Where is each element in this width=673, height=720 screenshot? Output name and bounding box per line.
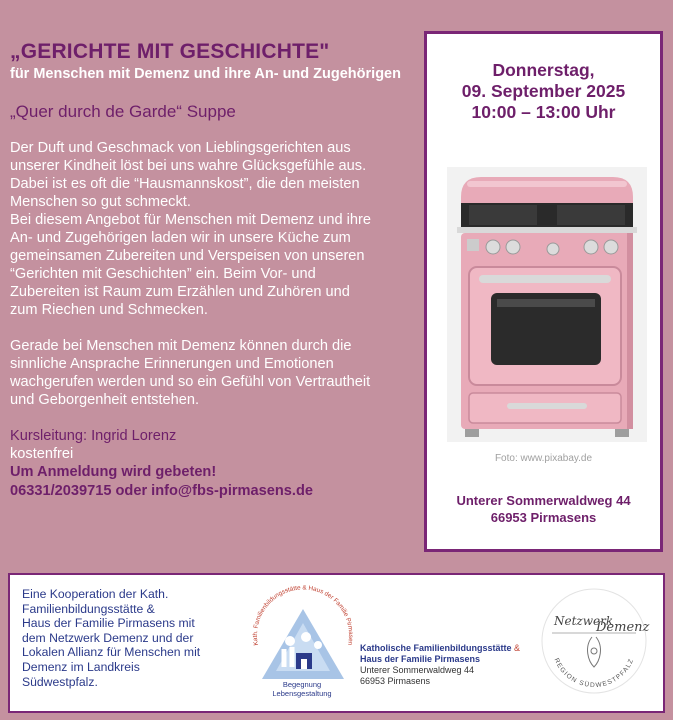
org-name-amp: & (511, 643, 521, 653)
text-line: Gerade bei Menschen mit Demenz können durch die (10, 338, 352, 354)
event-time: 10:00 – 13:00 Uhr (471, 102, 616, 122)
cooperation-text (22, 587, 237, 689)
text-line: Menschen so gut schmeckt. (10, 194, 191, 210)
event-date: 09. September 2025 (461, 81, 626, 101)
event-weekday: Donnerstag, (492, 60, 595, 80)
netzwerk-word: Netzwerk (554, 614, 614, 628)
text-line: dem Netzwerk Demenz und der (22, 630, 194, 645)
region-ring-text: REGION SÜDWESTPFALZ (552, 657, 636, 690)
text-line: und Geborgenheit entstehen. (10, 392, 200, 408)
text-line: Familienbildungsstätte & (22, 601, 155, 616)
text-line: An- und Zugehörigen laden wir in unsere Küche zum (10, 230, 351, 246)
page-title: „GERICHTE MIT GESCHICHTE" (10, 40, 330, 63)
text-line: Bei diesem Angebot für Menschen mit Demenz und ihre (10, 212, 371, 228)
org-address-city: 66953 Pirmasens (360, 676, 431, 686)
text-line: gemeinsamen Zubereiten und Verspeisen von unseren (10, 248, 365, 264)
fbs-logo (248, 583, 358, 705)
event-info-box (424, 31, 663, 552)
fbs-logo-arc-text: Kath. Familienbildungsstätte & Haus der Familie Pirmasen (251, 584, 355, 646)
page-subtitle: für Menschen mit Demenz und ihre An- und Zugehörigen (10, 66, 401, 82)
event-date-block (427, 60, 660, 123)
text-line: Demenz im Landkreis (22, 659, 140, 674)
stove-image (447, 167, 647, 442)
org-name-line-1: Katholische Familienbildungsstätte (360, 643, 512, 653)
fbs-logo-tagline-1: Begegnung (282, 680, 322, 689)
dish-title: „Quer durch de Garde“ Suppe (10, 102, 236, 121)
photo-credit: Foto: www.pixabay.de (494, 453, 593, 464)
description-paragraph-1 (10, 139, 415, 319)
text-line: sinnliche Ansprache Erinnerungen und Emotionen (10, 356, 334, 372)
flyer-main-text (10, 40, 415, 501)
text-line: Zubereiten ist Raum zum Erzählen und Zuhören und (10, 284, 350, 300)
demenz-word: Demenz (596, 620, 650, 635)
text-line: wachgerufen werden und so ein Gefühl von Vertrautheit (10, 374, 371, 390)
org-name-line-2: Haus der Familie Pirmasens (360, 654, 481, 664)
text-line: Eine Kooperation der Kath. (22, 587, 169, 601)
cost-note: kostenfrei (10, 446, 74, 462)
event-address (427, 492, 660, 526)
address-street: Unterer Sommerwaldweg 44 (456, 493, 631, 508)
text-line: “Gerichten mit Geschichten” ein. Beim Vor- und (10, 266, 316, 282)
text-line: unserer Kindheit löst bei uns wahre Glücksgefühle aus. (10, 158, 367, 174)
fbs-logo-tagline-2: Lebensgestaltung (272, 689, 332, 698)
registration-note: Um Anmeldung wird gebeten! (10, 464, 217, 480)
text-line: Der Duft und Geschmack von Lieblingsgerichten aus (10, 140, 351, 156)
text-line: Haus der Familie Pirmasens mit (22, 616, 195, 631)
text-line: zum Riechen und Schmecken. (10, 302, 208, 318)
cooperation-footer (8, 573, 665, 713)
org-address-street: Unterer Sommerwaldweg 44 (360, 665, 475, 675)
description-paragraph-2 (10, 337, 415, 409)
address-city: 66953 Pirmasens (490, 510, 597, 525)
course-leader: Kursleitung: Ingrid Lorenz (10, 428, 177, 444)
text-line: Südwestpfalz. (22, 674, 98, 689)
contact-info: 06331/2039715 oder info@fbs-pirmasens.de (10, 483, 313, 499)
text-line: Lokalen Allianz für Menschen mit (22, 645, 201, 660)
netzwerk-demenz-logo (532, 581, 656, 707)
text-line: Dabei ist es oft die “Hausmannskost”, die den meisten (10, 176, 360, 192)
fbs-org-text (360, 643, 520, 687)
